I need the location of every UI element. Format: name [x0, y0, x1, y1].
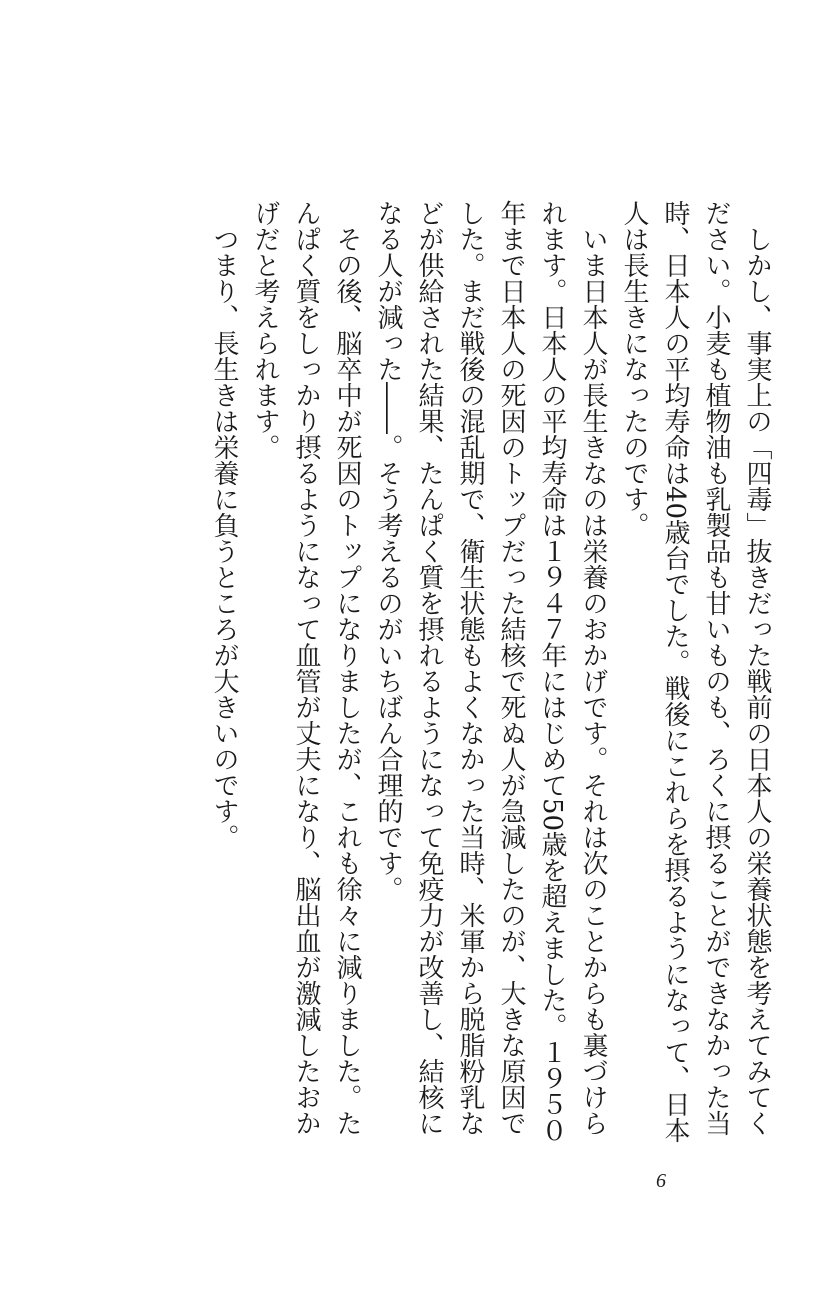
paragraph: いま日本人が長生きなのは栄養のおかげです。それは次のことからも裏づけられます。日本人の平均寿命は１９４７年にはじめて50歳を超えました。１９５０年まで日本人の死因のトップだった結核で死ぬ人が急減したのが、大きな原因でした。まだ戦後の混乱期で、衛生状態もよくなかった当時、米軍から脱脂粉乳などが供給された結果、たんぱく質を摂れるようになって免疫力が改善し、結核になる人が減った――。そう考えるのがいちばん合理的です。	[373, 200, 608, 1144]
paragraph: その後、脳卒中が死因のトップになりましたが、これも徐々に減りました。たんぱく質をしっかり摂るようになって血管が丈夫になり、脳出血が激減したおかげだと考えられます。	[250, 200, 362, 1136]
vertical-text-body	[203, 200, 777, 1155]
page-number: 6	[656, 1170, 666, 1192]
paragraph: つまり、長生きは栄養に負うところが大きいのです。	[209, 200, 239, 850]
paragraph: しかし、事実上の「四毒」抜きだった戦前の日本人の栄養状態を考えてみてください。小麦も植物油も乳製品も甘いものも、ろくに摂ることができなかった当時、日本人の平均寿命は40歳台でした。戦後にこれらを摂るようになって、日本人は長生きになったのです。	[619, 200, 772, 1144]
